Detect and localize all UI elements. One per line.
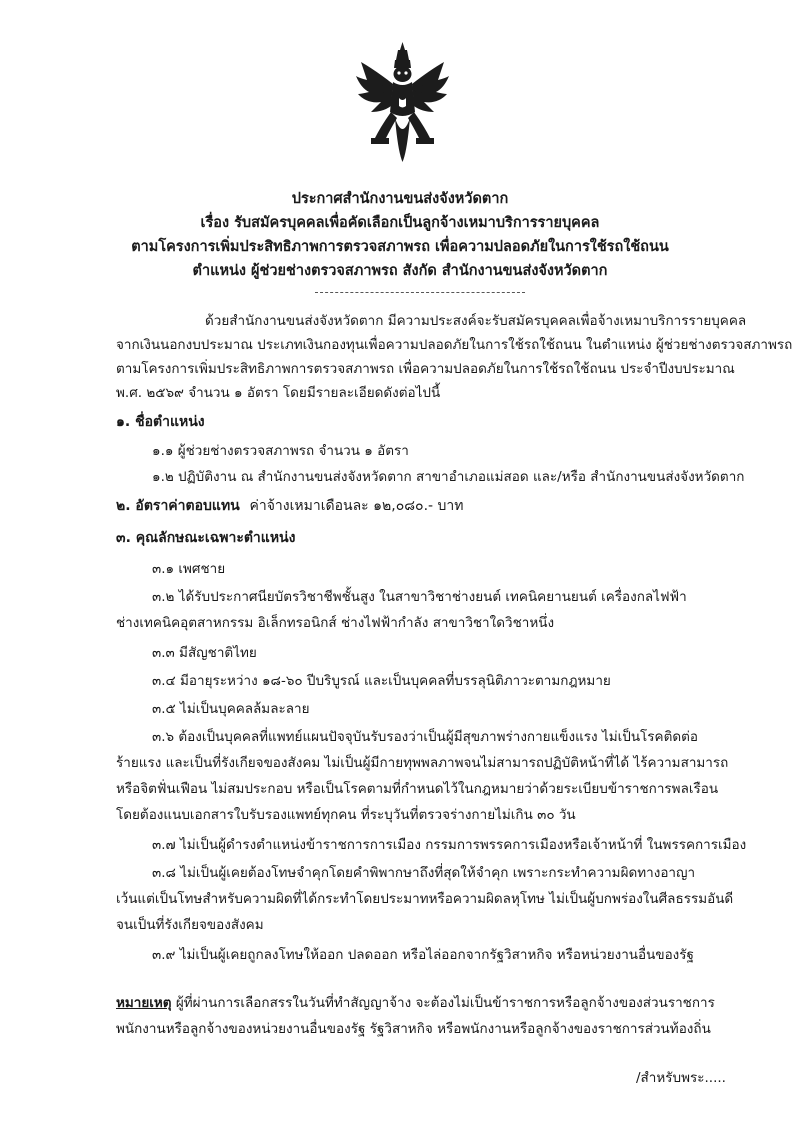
section-1-item: ๑.๑ ผู้ช่วยช่างตรวจสภาพรถ จำนวน ๑ อัตรา	[152, 443, 409, 459]
qualification-item: ๓.๖ ต้องเป็นบุคคลที่แพทย์แผนปัจจุบันรับรองว่าเป็นผู้มีสุขภาพร่างกายแข็งแรง ไม่เป็นโรคติดต่อ	[152, 729, 698, 745]
note-label: หมายเหตุ	[116, 995, 172, 1011]
project-line: ตามโครงการเพิ่มประสิทธิภาพการตรวจสภาพรถ เพื่อความปลอดภัยในการใช้รถใช้ถนน	[131, 239, 669, 255]
qualification-item: ๓.๙ ไม่เป็นผู้เคยถูกลงโทษให้ออก ปลดออก หรือไล่ออกจากรัฐวิสาหกิจ หรือหน่วยงานอื่นของรัฐ	[152, 947, 694, 963]
intro-line: จากเงินนอกงบประมาณ ประเภทเงินกองทุนเพื่อความปลอดภัยในการใช้รถใช้ถนน ในตำแหน่ง ผู้ช่วยช่างตรวจสภาพรถ	[116, 337, 793, 353]
section-2	[116, 495, 464, 517]
header-divider	[315, 292, 525, 293]
qualification-item: ๓.๗ ไม่เป็นผู้ดำรงตำแหน่งข้าราชการการเมือง กรรมการพรรคการเมืองหรือเจ้าหน้าที่ ในพรรคการเมือง	[152, 837, 747, 853]
intro-line: พ.ศ. ๒๕๖๙ จำนวน ๑ อัตรา โดยมีรายละเอียดดังต่อไปนี้	[116, 385, 441, 401]
qualification-item: ๓.๒ ได้รับประกาศนียบัตรวิชาชีพชั้นสูง ในสาขาวิชาช่างยนต์ เทคนิคยานยนต์ เครื่องกลไฟฟ้า	[152, 589, 687, 605]
intro-line: ด้วยสำนักงานขนส่งจังหวัดตาก มีความประสงค์จะรับสมัครบุคคลเพื่อจ้างเหมาบริการรายบุคคล	[205, 313, 747, 329]
qualification-item: ๓.๘ ไม่เป็นผู้เคยต้องโทษจำคุกโดยคำพิพากษาถึงที่สุดให้จำคุก เพราะกระทำความผิดทางอาญา	[152, 865, 696, 881]
qualification-item-cont: หรือจิตฟั่นเฟือน ไม่สมประกอบ หรือเป็นโรคตามที่กำหนดไว้ในกฎหมายว่าด้วยระเบียบข้าราชการพลเรือน	[116, 781, 719, 797]
announcement-title: ประกาศสำนักงานขนส่งจังหวัดตาก	[291, 191, 509, 207]
section-1-title: ๑. ชื่อตำแหน่ง	[116, 414, 205, 430]
note-line	[116, 991, 715, 1013]
qualification-item: ๓.๕ ไม่เป็นบุคคลล้มละลาย	[152, 701, 310, 717]
qualification-item-cont: โดยต้องแนบเอกสารใบรับรองแพทย์ทุกคน ที่ระบุวันที่ตรวจร่างกายไม่เกิน ๓๐ วัน	[116, 807, 576, 823]
intro-line: ตามโครงการเพิ่มประสิทธิภาพการตรวจสภาพรถ เพื่อความปลอดภัยในการใช้รถใช้ถนน ประจำปีงบประมาณ	[116, 361, 735, 377]
qualification-item: ๓.๔ มีอายุระหว่าง ๑๘-๖๐ ปีบริบูรณ์ และเป็นบุคคลที่บรรลุนิติภาวะตามกฎหมาย	[152, 673, 611, 689]
position-line: ตำแหน่ง ผู้ช่วยช่างตรวจสภาพรถ สังกัด สำนักงานขนส่งจังหวัดตาก	[192, 263, 608, 279]
qualification-item: ๓.๓ มีสัญชาติไทย	[152, 645, 257, 661]
section-3-title: ๓. คุณลักษณะเฉพาะตำแหน่ง	[116, 530, 296, 546]
qualification-item-cont: เว้นแต่เป็นโทษสำหรับความผิดที่ได้กระทำโดยประมาทหรือความผิดลหุโทษ ไม่เป็นผู้บกพร่องในศีลธรรมอันดี	[116, 891, 734, 907]
note-line-cont: พนักงานหรือลูกจ้างของหน่วยงานอื่นของรัฐ รัฐวิสาหกิจ หรือพนักงานหรือลูกจ้างของราชการส่วนท้องถิ่น	[116, 1021, 711, 1037]
section-1-item: ๑.๒ ปฏิบัติงาน ณ สำนักงานขนส่งจังหวัดตาก สาขาอำเภอแม่สอด และ/หรือ สำนักงานขนส่งจังหวัดตาก	[152, 469, 745, 485]
qualification-item-cont: จนเป็นที่รังเกียจของสังคม	[116, 917, 264, 933]
garuda-emblem-icon	[355, 40, 450, 165]
section-2-detail: ค่าจ้างเหมาเดือนละ ๑๒,๐๘๐.- บาท	[249, 498, 464, 514]
note-text: ผู้ที่ผ่านการเลือกสรรในวันที่ทำสัญญาจ้าง จะต้องไม่เป็นข้าราชการหรือลูกจ้างของส่วนราชการ	[171, 995, 715, 1011]
section-2-title: ๒. อัตราค่าตอบแทน	[116, 498, 240, 514]
continuation-marker: /สำหรับพระ.....	[636, 1070, 726, 1086]
subject-line: เรื่อง รับสมัครบุคคลเพื่อคัดเลือกเป็นลูกจ้างเหมาบริการรายบุคคล	[200, 215, 600, 231]
qualification-item: ๓.๑ เพศชาย	[152, 561, 226, 577]
qualification-item-cont: ร้ายแรง และเป็นที่รังเกียจของสังคม ไม่เป็นผู้มีกายทุพพลภาพจนไม่สามารถปฏิบัติหน้าที่ได้ ไร้ความสามารถ	[116, 755, 729, 771]
qualification-item-cont: ช่างเทคนิคอุตสาหกรรม อิเล็กทรอนิกส์ ช่างไฟฟ้ากำลัง สาขาวิชาใดวิชาหนึ่ง	[116, 615, 555, 631]
